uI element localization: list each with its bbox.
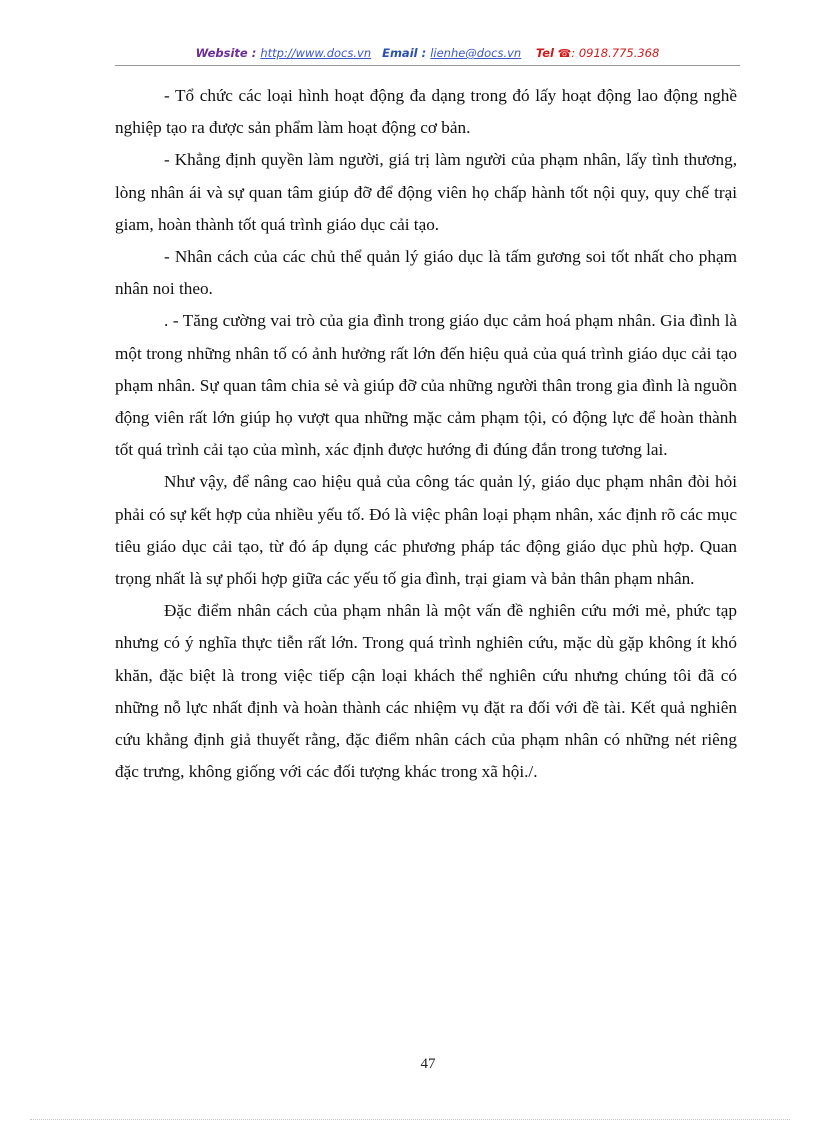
tel-label: Tel <box>535 46 554 60</box>
tel-value: : 0918.775.368 <box>571 46 660 60</box>
paragraph-1: - Tổ chức các loại hình hoạt động đa dạng trong đó lấy hoạt động lao động nghề nghiệp tạo ra được sản phẩm làm hoạt động cơ bản. <box>115 86 737 138</box>
paragraph-5: Như vậy, để nâng cao hiệu quả của công tác quản lý, giáo dục phạm nhân đòi hỏi phải có sự kết hợp của nhiều yếu tố. Đó là việc phân loại phạm nhân, xác định rõ các mục tiêu giáo dục cải tạo, từ đó áp dụng các phương pháp tác động giáo dục phù hợp. Quan trọng nhất là sự phối hợp giữa các yếu tố gia đình, trại giam và bản thân phạm nhân. <box>115 472 737 589</box>
page-number: 47 <box>420 1056 436 1072</box>
page-header <box>115 46 740 66</box>
website-separator: : <box>247 46 261 60</box>
page-bottom-border <box>30 1119 790 1120</box>
email-label: Email <box>382 46 418 60</box>
header-divider <box>115 65 740 66</box>
telephone-icon: ☎ <box>557 47 572 60</box>
email-separator: : <box>417 46 431 60</box>
website-label: Website <box>195 46 248 60</box>
paragraph-6: Đặc điểm nhân cách của phạm nhân là một vấn đề nghiên cứu mới mẻ, phức tạp nhưng có ý nghĩa thực tiễn rất lớn. Trong quá trình nghiên cứu, mặc dù gặp không ít khó khăn, đặc biệt là trong việc tiếp cận loại khách thể nghiên cứu nhưng chúng tôi đã có những nỗ lực nhất định và hoàn thành các nhiệm vụ đặt ra đối với đề tài. Kết quả nghiên cứu khẳng định giả thuyết rằng, đặc điểm nhân cách của phạm nhân có những nét riêng đặc trưng, không giống với các đối tượng khác trong xã hội./. <box>115 601 737 782</box>
paragraph-4: . - Tăng cường vai trò của gia đình trong giáo dục cảm hoá phạm nhân. Gia đình là một trong những nhân tố có ảnh hưởng rất lớn đến hiệu quả của quá trình giáo dục cải tạo phạm nhân. Sự quan tâm chia sẻ và giúp đỡ của những người thân trong gia đình là nguồn động viên rất lớn giúp họ vượt qua những mặc cảm phạm tội, có động lực để hoàn thành tốt quá trình cải tạo của mình, xác định được hướng đi đúng đắn trong tương lai. <box>115 311 737 460</box>
document-body <box>115 80 737 788</box>
email-link[interactable]: lienhe@docs.vn <box>430 46 522 60</box>
paragraph-2: - Khẳng định quyền làm người, giá trị làm người của phạm nhân, lấy tình thương, lòng nhân ái và sự quan tâm giúp đỡ để động viên họ chấp hành tốt nội quy, quy chế trại giam, hoàn thành tốt quá trình giáo dục cải tạo. <box>115 150 737 234</box>
paragraph-3: - Nhân cách của các chủ thể quản lý giáo dục là tấm gương soi tốt nhất cho phạm nhân noi theo. <box>115 247 737 299</box>
website-link[interactable]: http://www.docs.vn <box>260 46 372 60</box>
